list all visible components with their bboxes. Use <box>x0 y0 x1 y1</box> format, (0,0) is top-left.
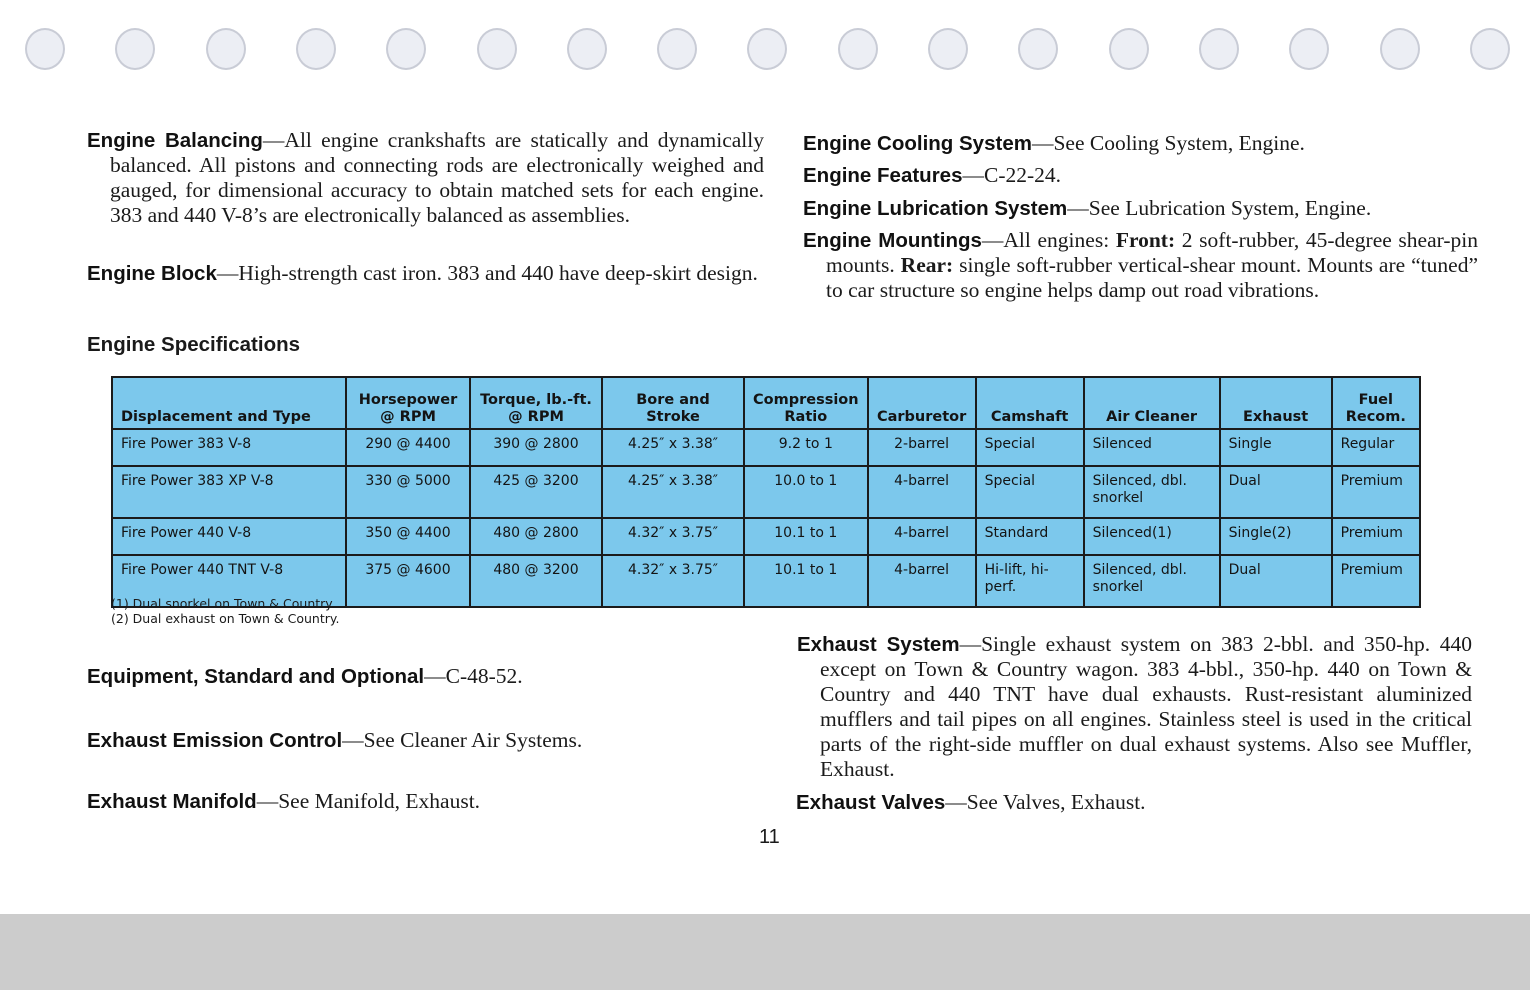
term-exhaust-emission: Exhaust Emission Control <box>87 729 343 752</box>
header-camshaft: Camshaft <box>976 377 1084 429</box>
cell: Single <box>1220 429 1332 466</box>
header-exhaust: Exhaust <box>1220 377 1332 429</box>
cell: 290 @ 4400 <box>346 429 470 466</box>
binder-holes <box>0 28 1530 74</box>
cell: 350 @ 4400 <box>346 518 470 555</box>
binder-hole <box>1289 28 1329 70</box>
term-engine-balancing: Engine Balancing <box>87 129 263 152</box>
front-label: Front: <box>1115 228 1176 252</box>
binder-hole <box>386 28 426 70</box>
text-engine-mountings-1: —All engines: <box>981 228 1116 252</box>
header-horsepower: Horsepower @ RPM <box>346 377 470 429</box>
cell: Fire Power 383 V-8 <box>112 429 346 466</box>
cell: 480 @ 2800 <box>470 518 602 555</box>
term-engine-cooling: Engine Cooling System <box>803 132 1032 155</box>
cell: Silenced(1) <box>1084 518 1220 555</box>
text-engine-mountings-3: single soft-rubber vertical-shear mount. Mounts are “tuned” to car structure so engine helps damp out road vibrations. <box>826 253 1478 302</box>
term-exhaust-manifold: Exhaust Manifold <box>87 790 257 813</box>
binder-hole <box>296 28 336 70</box>
term-exhaust-system: Exhaust System <box>797 633 960 656</box>
entry-exhaust-system <box>797 632 1472 782</box>
cell: 330 @ 5000 <box>346 466 470 518</box>
entry-engine-balancing <box>87 128 764 228</box>
binder-hole <box>838 28 878 70</box>
footnote-2: (2) Dual exhaust on Town & Country. <box>111 611 340 626</box>
cell: 10.0 to 1 <box>744 466 868 518</box>
engine-specifications-heading: Engine Specifications <box>87 333 301 356</box>
binder-hole <box>1018 28 1058 70</box>
binder-hole <box>1109 28 1149 70</box>
term-engine-lubrication: Engine Lubrication System <box>803 197 1068 220</box>
text-exhaust-manifold: —See Manifold, Exhaust. <box>256 789 481 813</box>
cell: 2-barrel <box>868 429 976 466</box>
page-number: 11 <box>759 826 780 848</box>
term-exhaust-valves: Exhaust Valves <box>796 791 946 814</box>
cell: Fire Power 440 TNT V-8 <box>112 555 346 607</box>
text-engine-block: —High-strength cast iron. 383 and 440 have deep-skirt design. <box>216 261 758 285</box>
cell: Special <box>976 429 1084 466</box>
entry-engine-mountings <box>803 228 1478 303</box>
bottom-band <box>0 914 1530 990</box>
cell: 4-barrel <box>868 466 976 518</box>
term-engine-mountings: Engine Mountings <box>803 229 982 252</box>
text-engine-features: —C-22-24. <box>962 163 1062 187</box>
cell: Standard <box>976 518 1084 555</box>
cell: 375 @ 4600 <box>346 555 470 607</box>
cell: Premium <box>1332 518 1420 555</box>
table-row <box>112 429 1420 466</box>
text-engine-cooling: —See Cooling System, Engine. <box>1031 131 1305 155</box>
text-exhaust-emission: —See Cleaner Air Systems. <box>342 728 583 752</box>
cell: Silenced, dbl. snorkel <box>1084 555 1220 607</box>
text-engine-balancing: —All engine crankshafts are statically and dynamically balanced. All pistons and connecting rods are electronically weighed and gauged, for dimensional accuracy to obtain matched sets for each engine. 383 and 440 V-8’s are electronically balanced as assemblies. <box>110 128 765 227</box>
binder-hole <box>928 28 968 70</box>
entry-engine-features <box>803 163 1478 188</box>
cell: 4.32″ x 3.75″ <box>602 555 744 607</box>
text-exhaust-valves: —See Valves, Exhaust. <box>945 790 1146 814</box>
table-header-row <box>112 377 1420 429</box>
term-equipment: Equipment, Standard and Optional <box>87 665 425 688</box>
binder-hole <box>115 28 155 70</box>
header-carburetor: Carburetor <box>868 377 976 429</box>
entry-engine-cooling <box>803 131 1478 156</box>
term-engine-block: Engine Block <box>87 262 217 285</box>
header-torque: Torque, lb.-ft. @ RPM <box>470 377 602 429</box>
binder-hole <box>1199 28 1239 70</box>
engine-specifications-table <box>111 376 1421 608</box>
cell: 4.25″ x 3.38″ <box>602 466 744 518</box>
binder-hole <box>1470 28 1510 70</box>
binder-hole <box>25 28 65 70</box>
term-engine-features: Engine Features <box>803 164 963 187</box>
cell: Premium <box>1332 555 1420 607</box>
entry-engine-lubrication <box>803 196 1478 221</box>
entry-equipment <box>87 664 747 689</box>
table-footnotes <box>111 596 340 626</box>
cell: Silenced, dbl. snorkel <box>1084 466 1220 518</box>
rear-label: Rear: <box>900 253 954 277</box>
cell: Hi-lift, hi-perf. <box>976 555 1084 607</box>
cell: Dual <box>1220 466 1332 518</box>
entry-exhaust-emission <box>87 728 747 753</box>
header-air-cleaner: Air Cleaner <box>1084 377 1220 429</box>
entry-exhaust-manifold <box>87 789 747 814</box>
cell: 4-barrel <box>868 555 976 607</box>
cell: 10.1 to 1 <box>744 555 868 607</box>
binder-hole <box>1380 28 1420 70</box>
cell: 4-barrel <box>868 518 976 555</box>
text-exhaust-system: —Single exhaust system on 383 2-bbl. and 350-hp. 440 except on Town & Country wagon. 383 4-bbl., 350-hp. 440 on Town & Country and 440 TNT have dual exhausts. Rust-resistant aluminized mufflers and tail pipes on all engines. Stainless steel is used in the critical parts of the right-side muffler on dual exhaust systems. Also see Muffler, Exhaust. <box>820 632 1472 781</box>
binder-hole <box>567 28 607 70</box>
cell: 4.25″ x 3.38″ <box>602 429 744 466</box>
entry-engine-block <box>87 261 764 286</box>
cell: 9.2 to 1 <box>744 429 868 466</box>
text-engine-lubrication: —See Lubrication System, Engine. <box>1067 196 1372 220</box>
header-bore-stroke: Bore and Stroke <box>602 377 744 429</box>
cell: Premium <box>1332 466 1420 518</box>
text-equipment: —C-48-52. <box>424 664 523 688</box>
cell: 10.1 to 1 <box>744 518 868 555</box>
binder-hole <box>747 28 787 70</box>
text-engine-mountings-2: 2 soft-rubber, 45-degree shear-pin mounts. <box>826 228 1478 277</box>
binder-hole <box>657 28 697 70</box>
cell: Fire Power 383 XP V-8 <box>112 466 346 518</box>
cell: Single(2) <box>1220 518 1332 555</box>
cell: 480 @ 3200 <box>470 555 602 607</box>
table-row <box>112 518 1420 555</box>
cell: Dual <box>1220 555 1332 607</box>
table-row <box>112 466 1420 518</box>
header-displacement: Displacement and Type <box>112 377 346 429</box>
cell: Regular <box>1332 429 1420 466</box>
cell: Fire Power 440 V-8 <box>112 518 346 555</box>
binder-hole <box>477 28 517 70</box>
cell: 425 @ 3200 <box>470 466 602 518</box>
cell: 390 @ 2800 <box>470 429 602 466</box>
binder-hole <box>206 28 246 70</box>
footnote-1: (1) Dual snorkel on Town & Country. <box>111 596 335 611</box>
cell: Special <box>976 466 1084 518</box>
cell: 4.32″ x 3.75″ <box>602 518 744 555</box>
header-compression: Compression Ratio <box>744 377 868 429</box>
cell: Silenced <box>1084 429 1220 466</box>
header-fuel: Fuel Recom. <box>1332 377 1420 429</box>
entry-exhaust-valves <box>796 790 1448 815</box>
